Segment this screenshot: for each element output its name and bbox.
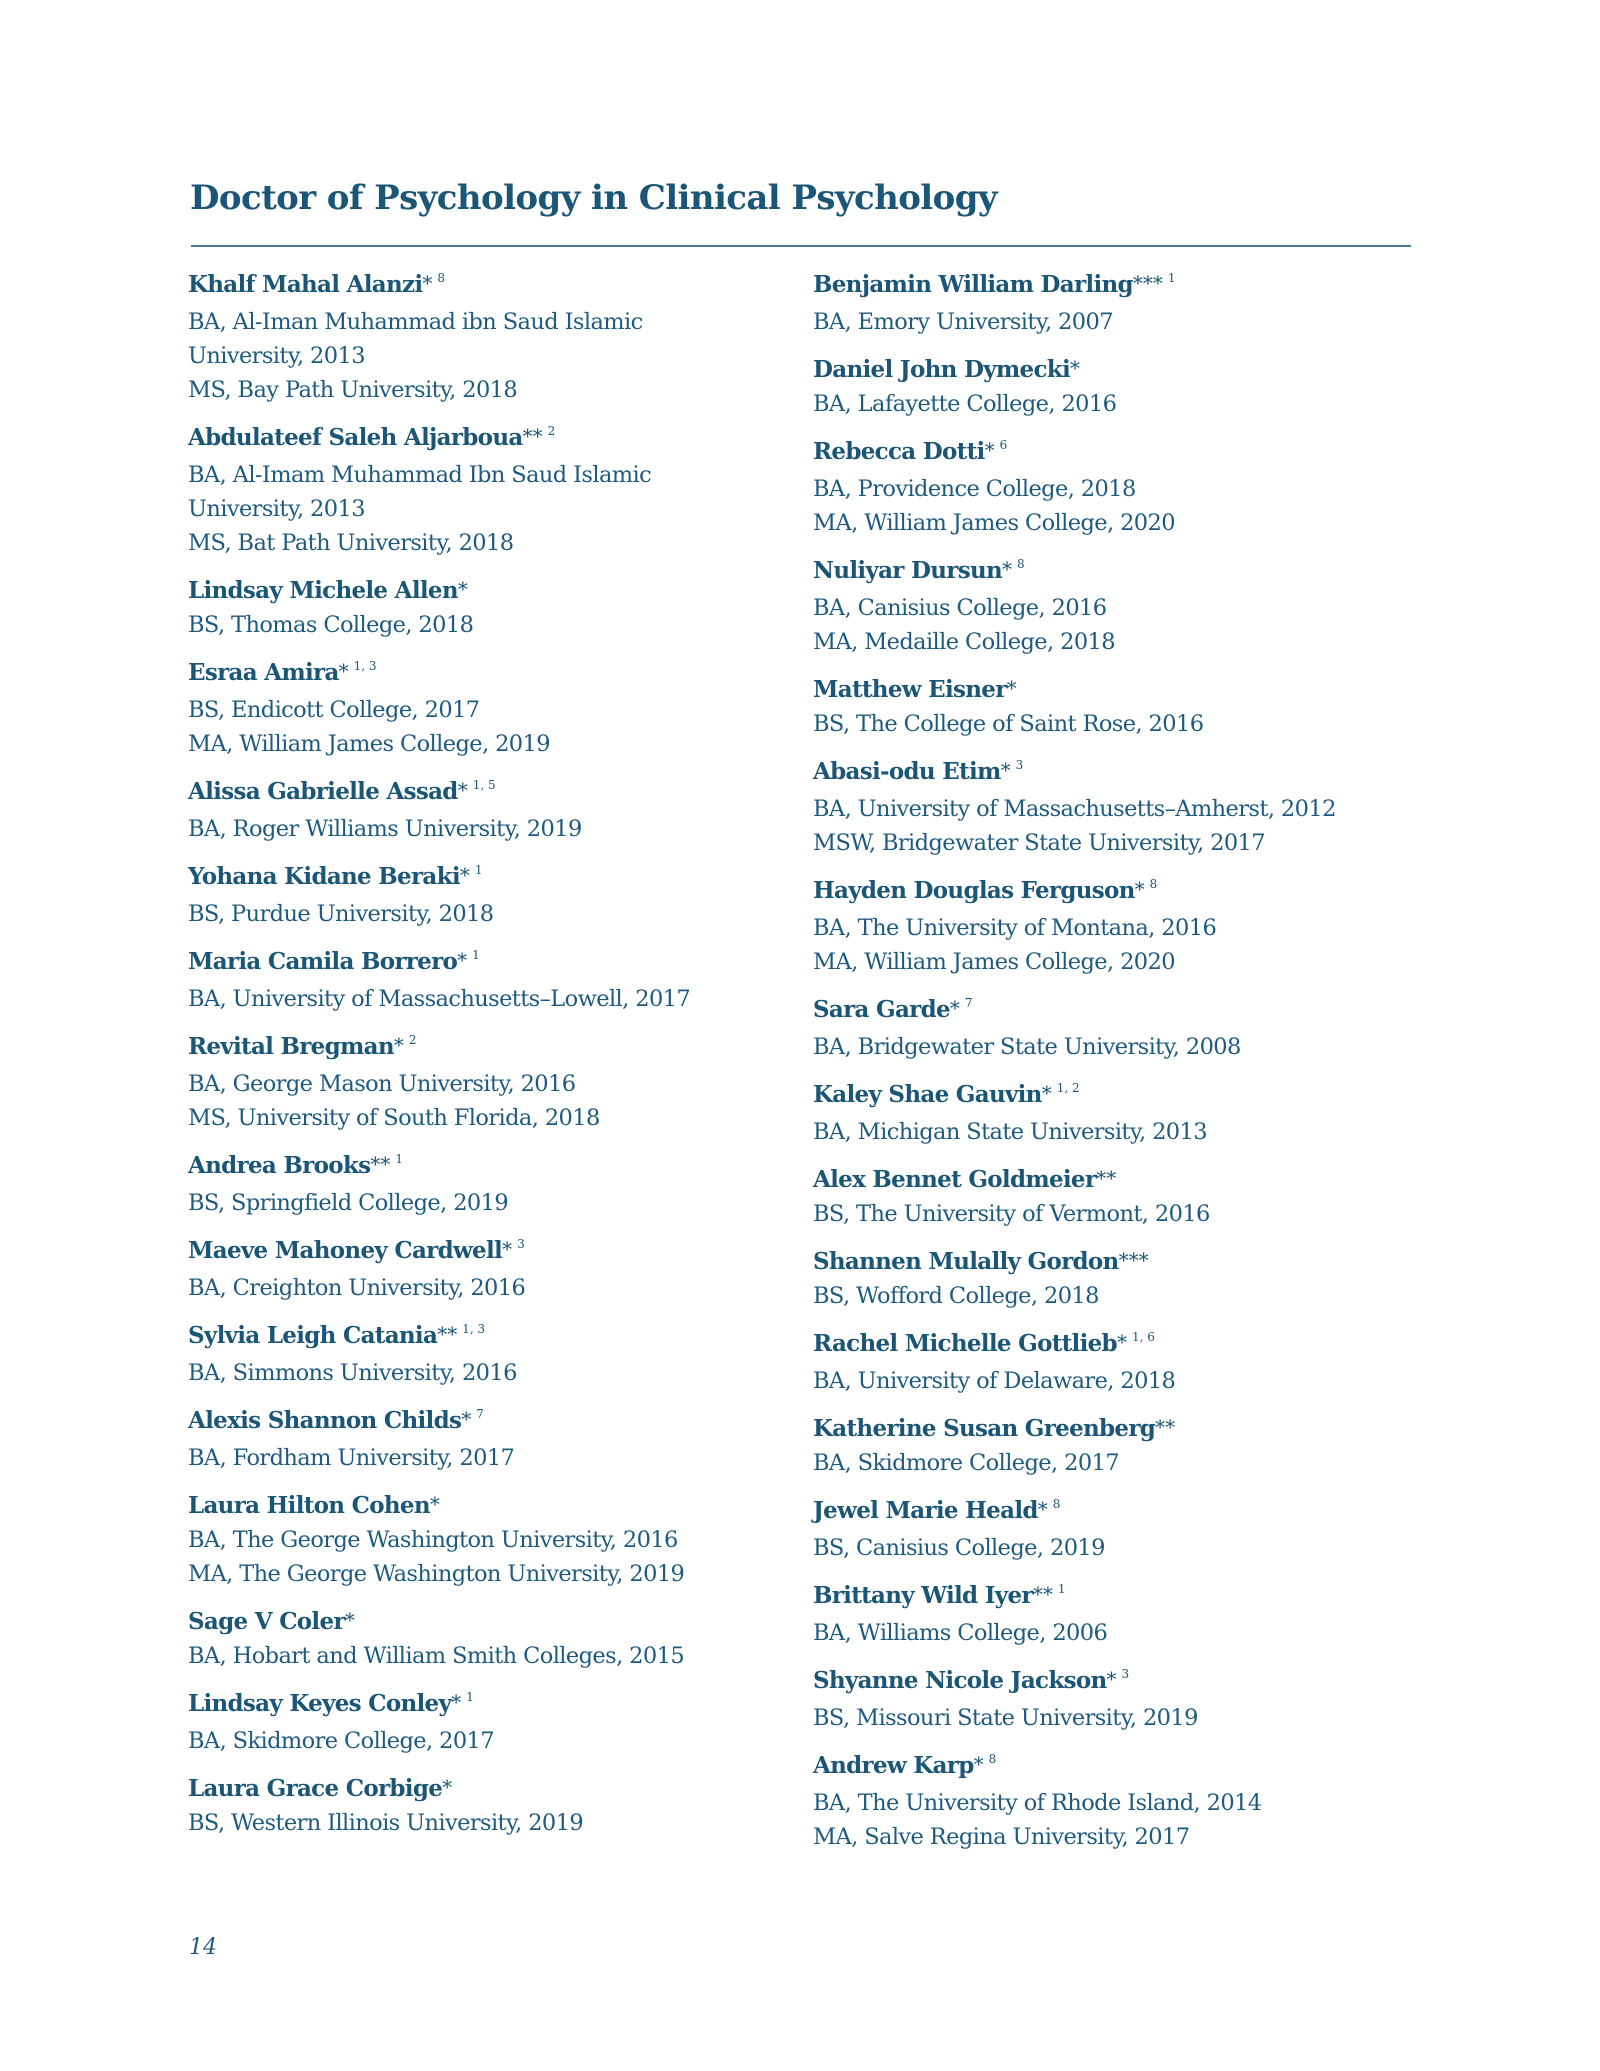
graduate-name-line (813, 993, 1413, 1030)
honors-asterisks: * (1106, 1667, 1117, 1691)
graduate-name: Abasi-odu Etim (813, 758, 1001, 785)
graduate-name-line (188, 656, 788, 693)
honors-asterisks: * (457, 948, 468, 972)
footnote-markers: 8 (1052, 1497, 1061, 1511)
degree-line: BA, The University of Montana, 2016 (813, 915, 1217, 941)
footnote-markers: 1 (474, 863, 483, 877)
degree-line: BS, Canisius College, 2019 (813, 1535, 1105, 1561)
graduate-entry (813, 993, 1413, 1064)
degree-line: BS, Thomas College, 2018 (188, 612, 474, 638)
degree-line: BA, Williams College, 2006 (813, 1620, 1108, 1646)
title-divider (191, 245, 1411, 247)
degree-line: BA, Canisius College, 2016 (813, 595, 1107, 621)
graduate-name-line (813, 1412, 1413, 1446)
degree-line: MA, Salve Regina University, 2017 (813, 1824, 1190, 1850)
graduate-name-line (188, 775, 788, 812)
graduate-name-line (188, 1605, 788, 1639)
graduate-name: Lindsay Michele Allen (188, 577, 458, 604)
graduate-entry (813, 1078, 1413, 1149)
degree-line: BS, Purdue University, 2018 (188, 901, 494, 927)
graduate-name-line (188, 1149, 788, 1186)
degree-line: BS, Wofford College, 2018 (813, 1283, 1099, 1309)
degree-line: MA, Medaille College, 2018 (813, 629, 1115, 655)
honors-asterisks: * (393, 1033, 404, 1057)
honors-asterisks: *** (1118, 1248, 1149, 1272)
degree-line: BA, Skidmore College, 2017 (188, 1728, 494, 1754)
graduate-entry (813, 1749, 1413, 1854)
graduates-column-left (188, 268, 788, 1854)
honors-asterisks: * (442, 1775, 453, 1799)
graduate-entry (813, 1579, 1413, 1650)
degree-line: BS, Missouri State University, 2019 (813, 1705, 1198, 1731)
graduate-entry (813, 1494, 1413, 1565)
degree-line: BA, The George Washington University, 2016 (188, 1527, 678, 1553)
honors-asterisks: * (422, 271, 433, 295)
honors-asterisks: * (1134, 877, 1145, 901)
degree-line: MS, University of South Florida, 2018 (188, 1105, 600, 1131)
graduate-entry (188, 1234, 788, 1305)
graduate-name: Shyanne Nicole Jackson (813, 1667, 1107, 1694)
graduate-entry (188, 1772, 788, 1840)
degree-line: BA, Providence College, 2018 (813, 476, 1136, 502)
graduate-entry (813, 1664, 1413, 1735)
degree-line: BA, University of Delaware, 2018 (813, 1368, 1176, 1394)
graduate-name: Sage V Coler (188, 1608, 345, 1635)
degree-line: MSW, Bridgewater State University, 2017 (813, 830, 1265, 856)
honors-asterisks: ** (1155, 1415, 1176, 1439)
footnote-markers: 1, 3 (462, 1322, 486, 1336)
graduate-name-line (813, 874, 1413, 911)
footnote-markers: 8 (437, 271, 446, 285)
graduate-entry (188, 421, 788, 560)
graduate-name-line (813, 1579, 1413, 1616)
graduate-name: Kaley Shae Gauvin (813, 1081, 1042, 1108)
graduate-entry (813, 1163, 1413, 1231)
footnote-markers: 1, 3 (353, 659, 377, 673)
graduate-name-line (188, 1404, 788, 1441)
degree-line: BS, Endicott College, 2017 (188, 697, 480, 723)
graduate-entry (813, 755, 1413, 860)
honors-asterisks: * (949, 996, 960, 1020)
graduate-name: Jewel Marie Heald (813, 1497, 1038, 1524)
graduate-name: Revital Bregman (188, 1033, 394, 1060)
graduate-name-line (188, 1319, 788, 1356)
degree-line: BA, Michigan State University, 2013 (813, 1119, 1207, 1145)
graduate-name: Andrew Karp (813, 1752, 974, 1779)
honors-asterisks: * (457, 778, 468, 802)
honors-asterisks: * (429, 1492, 440, 1516)
degree-line: MS, Bat Path University, 2018 (188, 530, 514, 556)
degree-line: BA, Al-Imam Muhammad Ibn Saud Islamic (188, 462, 652, 488)
honors-asterisks: ** (370, 1152, 391, 1176)
graduate-name: Khalf Mahal Alanzi (188, 271, 423, 298)
graduate-name-line (188, 421, 788, 458)
degree-line: BS, Springfield College, 2019 (188, 1190, 509, 1216)
degree-line: University, 2013 (188, 496, 365, 522)
honors-asterisks: * (973, 1752, 984, 1776)
page-title: Doctor of Psychology in Clinical Psychology (190, 178, 998, 218)
graduate-name: Katherine Susan Greenberg (813, 1415, 1156, 1442)
graduate-name: Brittany Wild Iyer (813, 1582, 1033, 1609)
graduate-name: Yohana Kidane Beraki (188, 863, 460, 890)
graduate-entry (188, 1687, 788, 1758)
graduate-name: Maria Camila Borrero (188, 948, 458, 975)
graduate-entry (813, 554, 1413, 659)
honors-asterisks: *** (1132, 271, 1163, 295)
honors-asterisks: * (451, 1690, 462, 1714)
degree-line: BA, Bridgewater State University, 2008 (813, 1034, 1241, 1060)
degree-line: BA, The University of Rhode Island, 2014 (813, 1790, 1262, 1816)
degree-line: BA, Creighton University, 2016 (188, 1275, 526, 1301)
honors-asterisks: * (1070, 356, 1081, 380)
degree-line: BA, Skidmore College, 2017 (813, 1450, 1119, 1476)
graduate-name: Benjamin William Darling (813, 271, 1133, 298)
footnote-markers: 3 (517, 1237, 525, 1251)
graduate-name: Rebecca Dotti (813, 438, 985, 465)
graduate-entry (188, 1404, 788, 1475)
honors-asterisks: * (459, 863, 470, 887)
graduate-entry (813, 673, 1413, 741)
graduate-name: Laura Hilton Cohen (188, 1492, 430, 1519)
honors-asterisks: ** (1096, 1166, 1117, 1190)
degree-line: BA, Lafayette College, 2016 (813, 391, 1117, 417)
honors-asterisks: * (461, 1407, 472, 1431)
footnote-markers: 1 (472, 948, 480, 962)
footnote-markers: 7 (964, 996, 973, 1010)
graduate-name: Sylvia Leigh Catania (188, 1322, 438, 1349)
graduate-entry (813, 1412, 1413, 1480)
graduate-name-line (813, 1664, 1413, 1701)
graduate-name: Abdulateef Saleh Aljarboua (188, 424, 523, 451)
degree-line: BA, University of Massachusetts–Amherst, 2012 (813, 796, 1336, 822)
footnote-markers: 7 (476, 1407, 484, 1421)
graduate-entry (188, 945, 788, 1016)
honors-asterisks: * (1037, 1497, 1048, 1521)
graduate-name: Daniel John Dymecki (813, 356, 1071, 383)
graduate-entry (188, 1030, 788, 1135)
graduate-name-line (813, 268, 1413, 305)
footnote-markers: 8 (1149, 877, 1158, 891)
footnote-markers: 1, 5 (472, 778, 496, 792)
graduate-name-line (813, 1078, 1413, 1115)
graduate-name: Maeve Mahoney Cardwell (188, 1237, 503, 1264)
graduate-entry (813, 268, 1413, 339)
footnote-markers: 2 (547, 424, 556, 438)
footnote-markers: 6 (999, 438, 1008, 452)
graduate-name: Hayden Douglas Ferguson (813, 877, 1135, 904)
graduate-entry (188, 1319, 788, 1390)
graduate-entry (188, 574, 788, 642)
graduate-entry (188, 1489, 788, 1591)
footnote-markers: 3 (1015, 758, 1024, 772)
graduate-name: Rachel Michelle Gottlieb (813, 1330, 1117, 1357)
graduate-name-line (813, 353, 1413, 387)
graduate-name-line (813, 554, 1413, 591)
graduate-name-line (813, 755, 1413, 792)
honors-asterisks: * (338, 659, 349, 683)
graduate-entry (813, 1245, 1413, 1313)
degree-line: University, 2013 (188, 343, 365, 369)
honors-asterisks: * (502, 1237, 513, 1261)
honors-asterisks: * (984, 438, 995, 462)
graduate-name: Andrea Brooks (188, 1152, 371, 1179)
graduate-name-line (813, 1494, 1413, 1531)
graduate-name-line (813, 1163, 1413, 1197)
footnote-markers: 3 (1121, 1667, 1130, 1681)
graduate-name-line (813, 673, 1413, 707)
graduate-entry (188, 268, 788, 407)
graduate-name-line (188, 1234, 788, 1271)
graduate-name: Shannen Mulally Gordon (813, 1248, 1119, 1275)
graduate-name: Alexis Shannon Childs (188, 1407, 462, 1434)
footnote-markers: 1, 6 (1131, 1330, 1155, 1344)
graduate-name: Laura Grace Corbige (188, 1775, 443, 1802)
honors-asterisks: * (1116, 1330, 1127, 1354)
degree-line: BS, Western Illinois University, 2019 (188, 1810, 584, 1836)
graduate-name: Sara Garde (813, 996, 950, 1023)
footnote-markers: 1 (1167, 271, 1176, 285)
honors-asterisks: * (1002, 557, 1012, 581)
graduate-entry (188, 1149, 788, 1220)
graduate-entry (188, 656, 788, 761)
graduate-name-line (813, 1245, 1413, 1279)
graduate-entry (813, 1327, 1413, 1398)
honors-asterisks: * (1000, 758, 1011, 782)
footnote-markers: 1 (395, 1152, 403, 1166)
degree-line: MS, Bay Path University, 2018 (188, 377, 518, 403)
degree-line: BA, Emory University, 2007 (813, 309, 1113, 335)
graduate-name-line (188, 1489, 788, 1523)
degree-line: BA, Roger Williams University, 2019 (188, 816, 582, 842)
graduate-name-line (813, 1327, 1413, 1364)
degree-line: MA, The George Washington University, 2019 (188, 1561, 685, 1587)
degree-line: BA, George Mason University, 2016 (188, 1071, 576, 1097)
footnote-markers: 2 (408, 1033, 417, 1047)
graduate-name: Alissa Gabrielle Assad (188, 778, 458, 805)
honors-asterisks: * (457, 577, 468, 601)
honors-asterisks: ** (437, 1322, 458, 1346)
graduate-name-line (188, 1030, 788, 1067)
graduate-name-line (188, 1772, 788, 1806)
footnote-markers: 8 (988, 1752, 997, 1766)
graduate-entry (188, 775, 788, 846)
graduate-name-line (188, 945, 788, 982)
honors-asterisks: * (344, 1608, 355, 1632)
footnote-markers: 1, 2 (1056, 1081, 1080, 1095)
degree-line: BA, Hobart and William Smith Colleges, 2015 (188, 1643, 685, 1669)
degree-line: BS, The College of Saint Rose, 2016 (813, 711, 1204, 737)
graduate-entry (813, 353, 1413, 421)
footnote-markers: 1 (1057, 1582, 1066, 1596)
graduate-name-line (188, 574, 788, 608)
degree-line: BA, Fordham University, 2017 (188, 1445, 515, 1471)
graduate-name-line (813, 1749, 1413, 1786)
degree-line: BA, University of Massachusetts–Lowell, 2017 (188, 986, 691, 1012)
honors-asterisks: ** (1032, 1582, 1053, 1606)
graduates-column-right (813, 268, 1413, 1868)
page-number: 14 (189, 1935, 217, 1960)
honors-asterisks: * (1041, 1081, 1052, 1105)
graduate-entry (813, 435, 1413, 540)
graduate-name-line (188, 1687, 788, 1724)
degree-line: BA, Al-Iman Muhammad ibn Saud Islamic (188, 309, 643, 335)
degree-line: BA, Simmons University, 2016 (188, 1360, 517, 1386)
honors-asterisks: * (1006, 676, 1017, 700)
graduate-entry (188, 860, 788, 931)
graduate-entry (188, 1605, 788, 1673)
graduate-name-line (188, 860, 788, 897)
graduate-name-line (188, 268, 788, 305)
graduate-name: Alex Bennet Goldmeier (813, 1166, 1097, 1193)
degree-line: MA, William James College, 2019 (188, 731, 550, 757)
graduate-entry (813, 874, 1413, 979)
graduate-name: Matthew Eisner (813, 676, 1007, 703)
honors-asterisks: ** (522, 424, 543, 448)
graduate-name: Lindsay Keyes Conley (188, 1690, 452, 1717)
graduate-name-line (813, 435, 1413, 472)
degree-line: MA, William James College, 2020 (813, 949, 1175, 975)
footnote-markers: 1 (466, 1690, 474, 1704)
graduate-name: Esraa Amira (188, 659, 339, 686)
graduate-name: Nuliyar Dursun (813, 557, 1002, 584)
degree-line: MA, William James College, 2020 (813, 510, 1175, 536)
footnote-markers: 8 (1017, 557, 1025, 571)
degree-line: BS, The University of Vermont, 2016 (813, 1201, 1210, 1227)
